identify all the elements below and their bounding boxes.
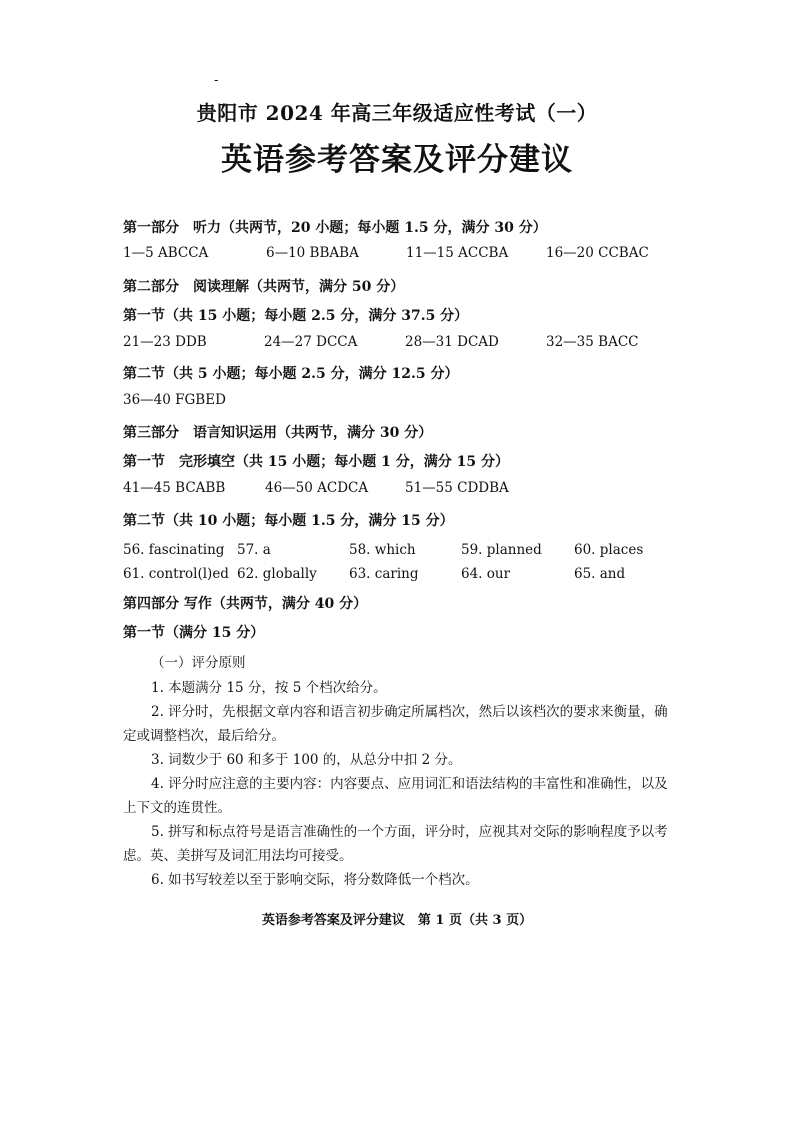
answer-item: 65. and: [574, 566, 626, 582]
answer-item: 62. globally: [237, 566, 317, 582]
answer-item: 63. caring: [349, 566, 419, 582]
answer-group: 36—40 FGBED: [123, 392, 226, 408]
answer-group: 46—50 ACDCA: [265, 480, 369, 496]
answer-item: 58. which: [349, 542, 416, 558]
part1-heading: 第一部分 听力（共两节，20 小题；每小题 1.5 分，满分 30 分）: [123, 220, 547, 236]
rule-item: 3. 词数少于 60 和多于 100 的，从总分中扣 2 分。: [151, 752, 462, 768]
answer-group: 1—5 ABCCA: [123, 245, 209, 261]
part2-section1-answer-row: [123, 333, 683, 351]
document-title: 英语参考答案及评分建议: [221, 142, 573, 178]
part4-heading: 第四部分 写作（共两节，满分 40 分）: [123, 596, 368, 612]
part3-section1-answer-row: [123, 479, 683, 497]
answer-item: 59. planned: [461, 542, 542, 558]
answer-item: 57. a: [237, 542, 271, 558]
part1-answer-row: [123, 244, 683, 262]
part3-heading: 第三部分 语言知识运用（共两节，满分 30 分）: [123, 425, 433, 441]
part4-section1-heading: 第一节（满分 15 分）: [123, 625, 265, 641]
answer-group: 41—45 BCABB: [123, 480, 226, 496]
answer-group: 16—20 CCBAC: [546, 245, 649, 261]
part2-heading: 第二部分 阅读理解（共两节，满分 50 分）: [123, 279, 405, 295]
answer-item: 60. places: [574, 542, 644, 558]
answer-group: 24—27 DCCA: [264, 334, 358, 350]
header-mark: -: [214, 73, 219, 88]
answer-item: 61. control(l)ed: [123, 566, 229, 582]
answer-group: 21—23 DDB: [123, 334, 207, 350]
part2-section2-answer-row: [123, 391, 683, 409]
part3-section1-heading: 第一节 完形填空（共 15 小题；每小题 1 分，满分 15 分）: [123, 454, 509, 470]
part3-section2-answer-row-1: [123, 541, 683, 559]
part3-section2-heading: 第二节（共 10 小题；每小题 1.5 分，满分 15 分）: [123, 513, 454, 529]
answer-group: 6—10 BBABA: [266, 245, 359, 261]
answer-item: 56. fascinating: [123, 542, 225, 558]
rule-item: 1. 本题满分 15 分，按 5 个档次给分。: [151, 680, 387, 696]
answer-group: 32—35 BACC: [546, 334, 639, 350]
part2-section2-heading: 第二节（共 5 小题；每小题 2.5 分，满分 12.5 分）: [123, 366, 459, 382]
answer-group: 28—31 DCAD: [405, 334, 499, 350]
part2-section1-heading: 第一节（共 15 小题；每小题 2.5 分，满分 37.5 分）: [123, 308, 469, 324]
answer-item: 64. our: [461, 566, 511, 582]
rule-item: 6. 如书写较差以至于影响交际，将分数降低一个档次。: [151, 872, 479, 888]
page-footer: 英语参考答案及评分建议 第 1 页（共 3 页）: [261, 913, 533, 928]
answer-group: 51—55 CDDBA: [405, 480, 509, 496]
rule-item: 2. 评分时，先根据文章内容和语言初步确定所属档次，然后以该档次的要求来衡量，确定或调整档次，最后给分。: [123, 704, 668, 744]
rule-item: 5. 拼写和标点符号是语言准确性的一个方面，评分时，应视其对交际的影响程度予以考虑。英、美拼写及词汇用法均可接受。: [123, 824, 668, 864]
answer-group: 11—15 ACCBA: [406, 245, 509, 261]
part3-section2-answer-row-2: [123, 565, 683, 583]
rule-item: 4. 评分时应注意的主要内容：内容要点、应用词汇和语法结构的丰富性和准确性，以及上下文的连贯性。: [123, 776, 668, 816]
principles-heading: （一）评分原则: [151, 655, 246, 671]
exam-title: 贵阳市 2024 年高三年级适应性考试（一）: [196, 101, 598, 125]
